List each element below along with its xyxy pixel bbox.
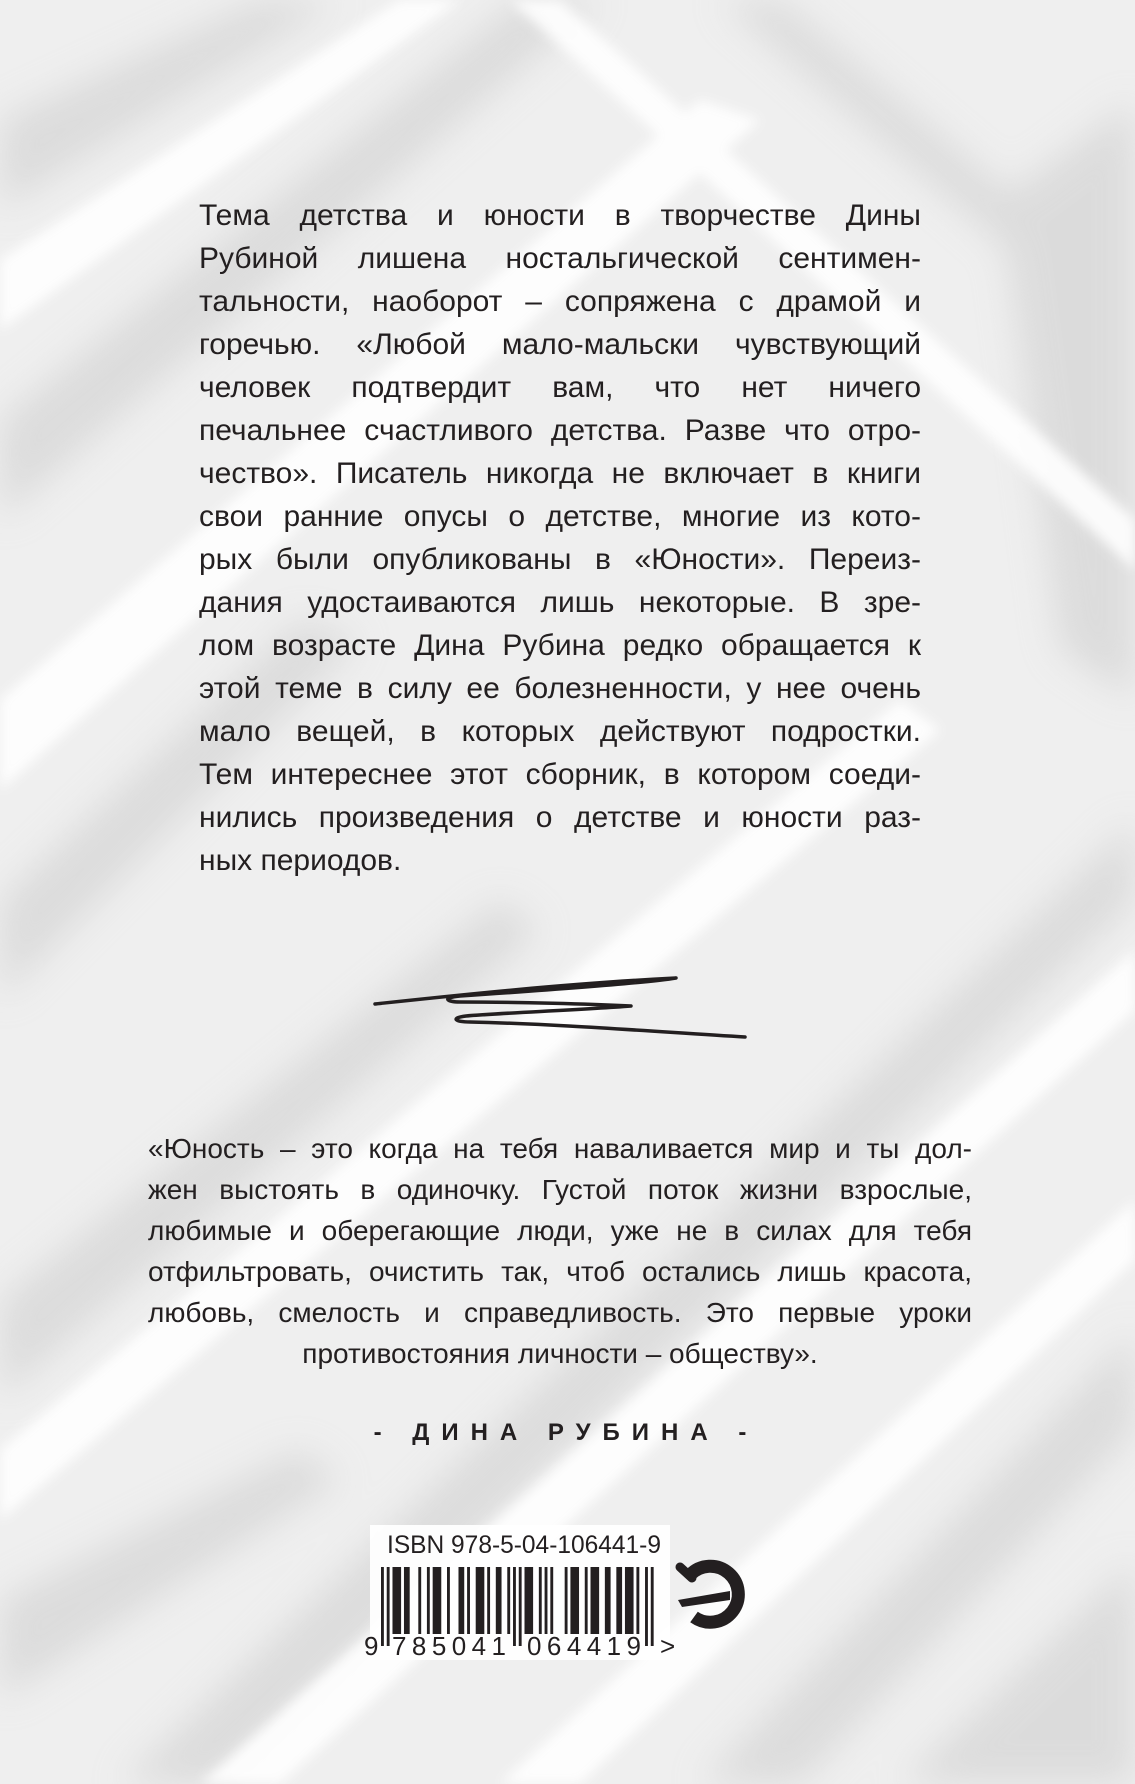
barcode-bar — [404, 1567, 410, 1634]
annotation-line: горечью. «Любой мало-мальски чувствующий — [199, 328, 921, 361]
barcode-end-mark: > — [660, 1631, 676, 1660]
quote-line: «Юность – это когда на тебя наваливается мир и ты дол- — [148, 1133, 972, 1164]
barcode-bar — [507, 1567, 510, 1634]
barcode-left-digits: 785041 — [392, 1631, 506, 1660]
barcode-guard-bar — [645, 1567, 648, 1646]
quote-line: противостояния личности – обществу». — [302, 1338, 818, 1369]
barcode-bar — [418, 1567, 421, 1634]
quote-line: отфильтровать, очистить так, чтоб остались лишь красота, — [148, 1256, 972, 1287]
barcode-guard-bar — [651, 1567, 654, 1646]
barcode-bar — [496, 1567, 502, 1634]
barcode-bar — [625, 1567, 634, 1634]
annotation-line: дания удостаиваются лишь некоторые. В зре- — [199, 586, 921, 619]
barcode-bar — [392, 1567, 401, 1634]
annotation-line: Тема детства и юности в творчестве Дины — [199, 199, 921, 232]
barcode-right-digits: 064419 — [527, 1631, 641, 1660]
barcode-bar — [591, 1567, 600, 1634]
barcode-bar — [487, 1567, 490, 1634]
isbn-label: ISBN 978-5-04-106441-9 — [387, 1531, 661, 1559]
paint-stroke — [1000, 100, 1135, 700]
barcode-bar — [476, 1567, 485, 1634]
barcode-bar — [605, 1567, 611, 1634]
annotation-line: Рубиной лишена ностальгической сентимен- — [199, 242, 921, 275]
signature-stroke — [375, 978, 745, 1037]
logo-bar — [678, 1591, 730, 1607]
barcode-bar — [525, 1567, 534, 1634]
barcode-guard-bar — [381, 1567, 384, 1646]
annotation-line: человек подтвердит вам, что нет ничего — [199, 371, 921, 404]
quote-line: любимые и оберегающие люди, уже не в силах для тебя — [148, 1215, 972, 1246]
annotation-line: ных периодов. — [199, 844, 402, 877]
isbn-barcode — [360, 1525, 680, 1660]
barcode-bar — [570, 1567, 579, 1634]
barcode-bar — [427, 1567, 430, 1634]
barcode-bar — [433, 1567, 442, 1634]
barcode-guard-bar — [519, 1567, 522, 1646]
barcode-guard-bar — [513, 1567, 516, 1646]
barcode-bar — [458, 1567, 464, 1634]
barcode-bar — [636, 1567, 639, 1634]
annotation-line: нились произведения о детстве и юности раз- — [199, 801, 921, 834]
quote-line: жен выстоять в одиночку. Густой поток жизни взрослые, — [148, 1174, 972, 1205]
author-name: - ДИНА РУБИНА - — [373, 1419, 759, 1446]
annotation-line: мало вещей, в которых действуют подростки. — [199, 715, 921, 748]
handwritten-signature-icon — [360, 965, 760, 1050]
annotation-line: рых были опубликованы в «Юности». Переиз- — [199, 543, 921, 576]
barcode-bar — [539, 1567, 542, 1634]
barcode-bar — [565, 1567, 568, 1634]
barcode-bar — [467, 1567, 470, 1634]
barcode-bar — [545, 1567, 548, 1634]
publisher-logo-icon — [668, 1545, 753, 1640]
annotation-text — [199, 194, 921, 882]
annotation-line: чество». Писатель никогда не включает в книги — [199, 457, 921, 490]
barcode-bar — [550, 1567, 553, 1634]
annotation-line: тальности, наоборот – сопряжена с драмой и — [199, 285, 921, 318]
barcode-bar — [616, 1567, 622, 1634]
barcode-guard-bar — [387, 1567, 390, 1646]
annotation-line: лом возрасте Дина Рубина редко обращается к — [199, 629, 921, 662]
barcode-first-digit: 9 — [364, 1631, 379, 1660]
annotation-line: Тем интереснее этот сборник, в котором соеди- — [199, 758, 921, 791]
barcode-bar — [447, 1567, 450, 1634]
author-quote — [148, 1128, 972, 1374]
quote-line: любовь, смелость и справедливость. Это первые уроки — [148, 1297, 972, 1328]
barcode-bar — [585, 1567, 588, 1634]
annotation-line: этой теме в силу ее болезненности, у нее очень — [199, 672, 921, 705]
annotation-line: печальнее счастливого детства. Разве что отро- — [199, 414, 921, 447]
annotation-line: свои ранние опусы о детстве, многие из кото- — [199, 500, 921, 533]
